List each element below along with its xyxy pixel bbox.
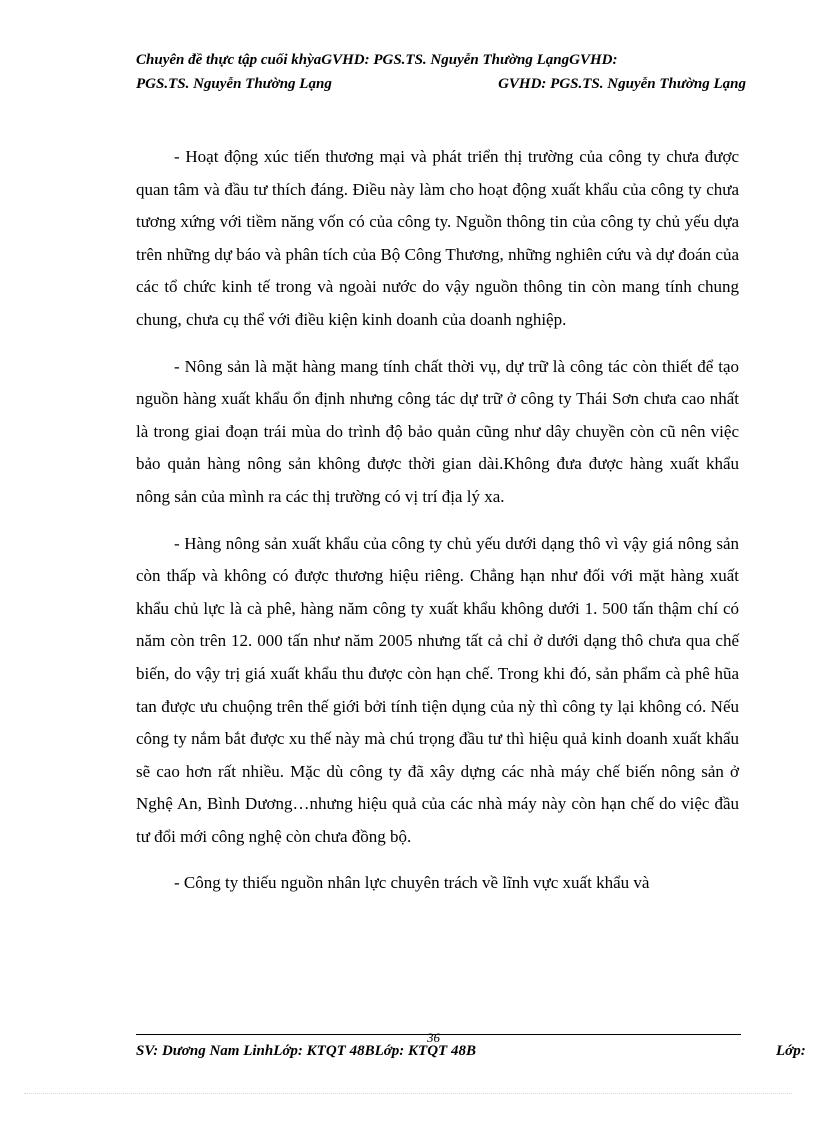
paragraph-promotion: - Hoạt động xúc tiến thương mại và phát triển thị trường của công ty chưa được quan tâm và đầu tư thích đáng. Điều này làm cho hoạt động xuất khẩu của công ty chưa tương xứng với tiềm năng vốn có của công ty. Nguồn thông tin của công ty chủ yếu dựa trên những dự báo và phân tích của Bộ Công Thương, những nghiên cứu và dự đoán của các tổ chức kinh tế trong và ngoài nước do vậy nguồn thông tin còn mang tính chung chung, chưa cụ thể với điều kiện kinh doanh của doanh nghiệp.: [136, 147, 739, 329]
document-body: [136, 141, 739, 914]
header-line-2-left: PGS.TS. Nguyễn Thường Lạng: [136, 76, 332, 92]
paragraph-seasonality: - Nông sản là mặt hàng mang tính chất thời vụ, dự trữ là công tác còn thiết để tạo nguồn hàng xuất khẩu ổn định nhưng công tác dự trữ ở công ty Thái Sơn chưa cao nhất là trong giai đoạn trái mùa do trình độ bảo quản cũng như dây chuyền còn cũ nên việc bảo quản hàng nông sản không được thời gian dài.Không đưa được hàng xuất khẩu nông sản của mình ra các thị trường có vị trí địa lý xa.: [136, 356, 739, 506]
header-line-1-text: Chuyên đề thực tập cuối khỳaGVHD: PGS.TS. Nguyễn Thường LạngGVHD:: [136, 52, 618, 68]
header-line-1: [136, 48, 746, 72]
paragraph-raw-products: - Hàng nông sản xuất khẩu của công ty chủ yếu dưới dạng thô vì vậy giá nông sản còn thấp và không có được thương hiệu riêng. Chẳng hạn như đối với mặt hàng xuất khẩu chủ lực là cà phê, hàng năm công ty xuất khẩu không dưới 1. 500 tấn thậm chí có năm còn trên 12. 000 tấn như năm 2005 nhưng tất cả chỉ ở dưới dạng thô chưa qua chế biến, do vậy trị giá xuất khẩu thu được còn hạn chế. Trong khi đó, sản phẩm cà phê hũa tan được ưu chuộng trên thế giới bởi tính tiện dụng của nỳ thì công ty lại không có. Nếu công ty nắm bắt được xu thế này mà chú trọng đầu tư thì hiệu quả kinh doanh xuất khẩu sẽ cao hơn rất nhiều. Mặc dù công ty đã xây dựng các nhà máy chế biến nông sản ở Nghệ An, Bình Dương…nhưng hiệu quả của các nhà máy này còn hạn chế do việc đầu tư đổi mới công nghệ còn chưa đồng bộ.: [136, 533, 739, 846]
header-line-2-right: GVHD: PGS.TS. Nguyễn Thường Lạng: [498, 76, 746, 92]
footer-student-info: SV: Dương Nam LinhLớp: KTQT 48BLớp: KTQT 48B: [136, 1043, 476, 1059]
page-number: 36: [427, 1030, 440, 1045]
page-header: [136, 48, 746, 96]
page-bottom-border: [24, 1093, 792, 1094]
paragraph-human-resources: - Công ty thiếu nguồn nhân lực chuyên trách về lĩnh vực xuất khẩu và: [174, 873, 650, 893]
footer-class-label: Lớp:: [776, 1043, 806, 1059]
header-line-2: [136, 72, 746, 96]
